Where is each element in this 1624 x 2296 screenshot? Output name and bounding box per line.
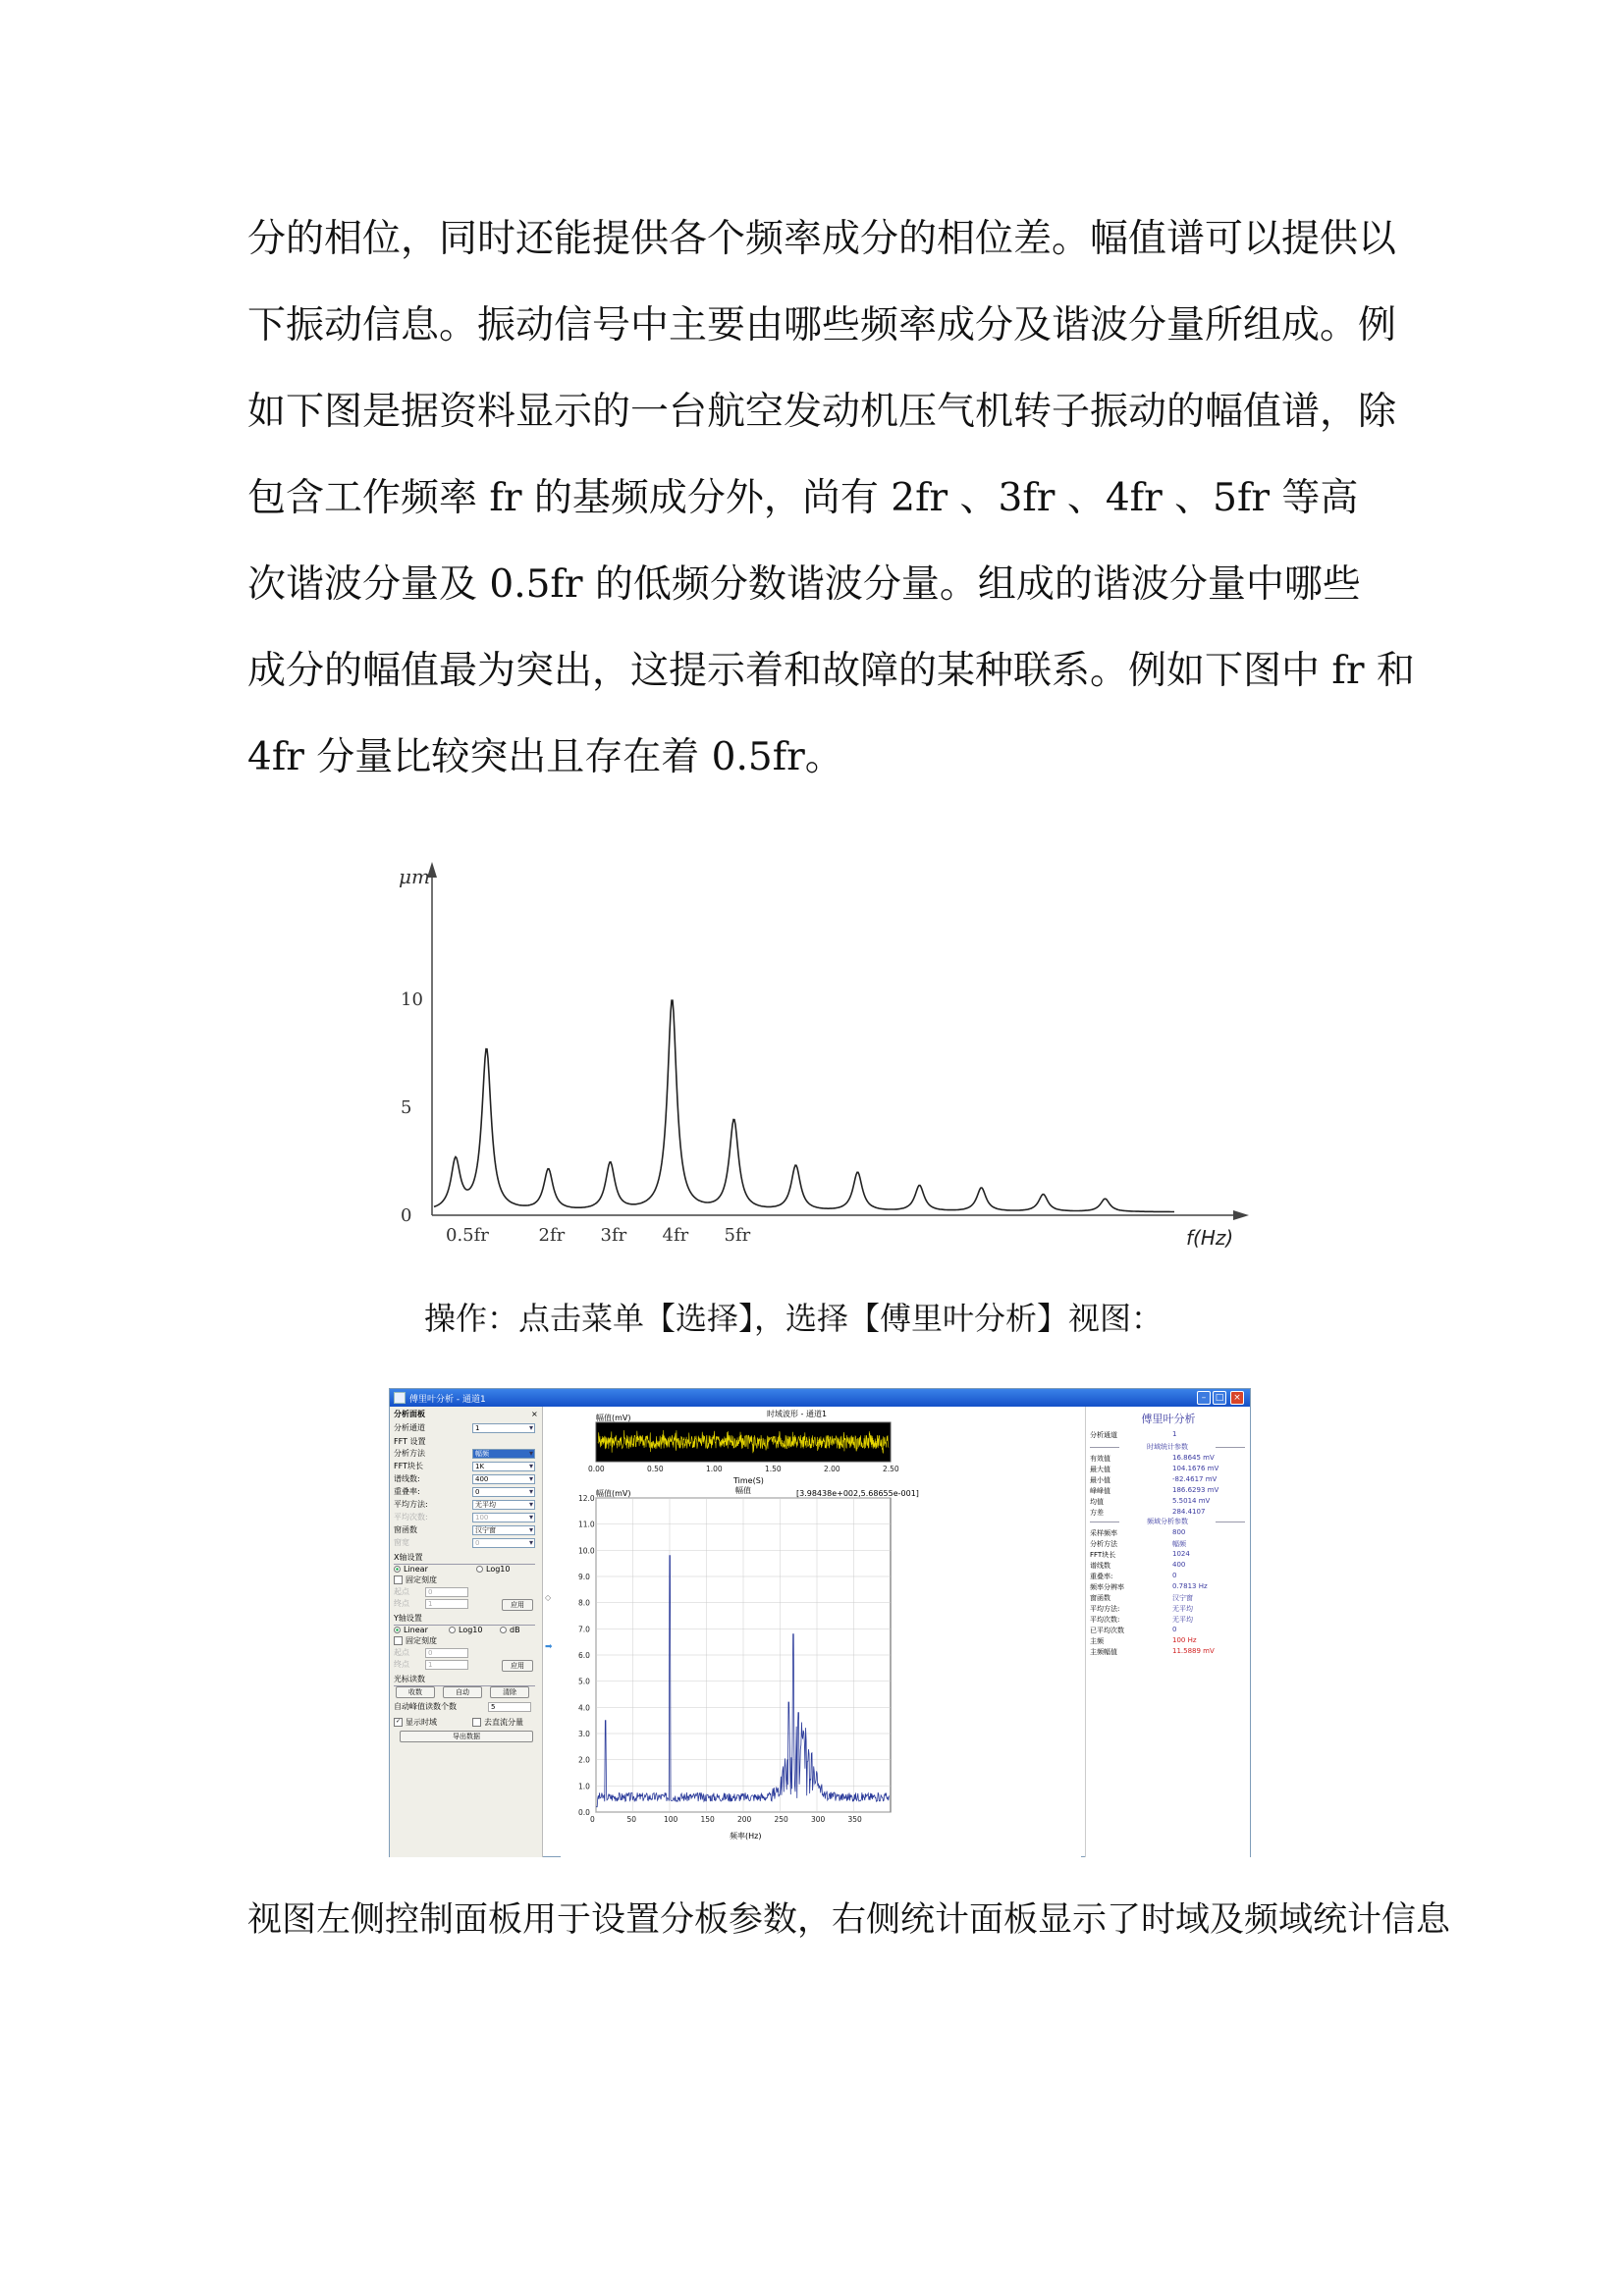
peak-count-label: 自动峰值读数个数	[394, 1702, 457, 1711]
overlap-label: 重叠率:	[394, 1487, 420, 1496]
lines-select[interactable]: 400 ▾	[472, 1474, 535, 1484]
stat-label: 峰峰值	[1090, 1487, 1110, 1495]
time-chart-ylabel: 幅值(mV)	[596, 1414, 631, 1422]
radio-icon	[500, 1627, 507, 1633]
stats-channel-label: 分析通道	[1090, 1431, 1117, 1439]
lines-label: 谱线数:	[394, 1474, 420, 1483]
method-select[interactable]: 幅频 ▾	[472, 1449, 535, 1459]
checkbox-icon	[394, 1636, 403, 1645]
freq-x-tick: 200	[737, 1815, 752, 1824]
stat-value: 100 Hz	[1172, 1636, 1197, 1644]
stat-value: 284.4107	[1172, 1508, 1206, 1516]
stat-value: 0	[1172, 1572, 1177, 1579]
freq-y-tick: 2.0	[578, 1755, 590, 1765]
operation-caption: 操作：点击菜单【选择】，选择【傅里叶分析】视图：	[424, 1300, 1164, 1337]
stat-value: 无平均	[1172, 1605, 1193, 1613]
plots-svg	[561, 1407, 1081, 1857]
method-label: 分析方法	[394, 1449, 425, 1458]
y-log-radio[interactable]	[449, 1625, 482, 1636]
stat-label: 窗函数	[1090, 1594, 1110, 1602]
y-linear-label: Linear	[404, 1626, 428, 1634]
fourier-analysis-window	[389, 1388, 1251, 1857]
y-log-label: Log10	[459, 1626, 483, 1634]
x-axis-arrow	[1233, 1210, 1249, 1220]
text-line: 次谐波分量及 0.5fr 的低频分数谐波分量。组成的谐波分量中哪些	[247, 562, 1361, 607]
stat-label: 最大值	[1090, 1466, 1110, 1473]
y-start-label: 起点	[394, 1648, 409, 1657]
x-tick-label: 4fr	[662, 1225, 689, 1246]
x-tick-label: 3fr	[600, 1225, 627, 1246]
y-apply-button[interactable]: 应用	[502, 1660, 533, 1672]
freq-y-tick: 5.0	[578, 1677, 590, 1686]
x-axis-section-title: X轴设置	[394, 1552, 535, 1565]
window-func-label: 窗函数	[394, 1525, 417, 1534]
text-line: 包含工作频率 fr 的基频成分外，尚有 2fr 、3fr 、4fr 、5fr 等高	[247, 476, 1359, 520]
read-button[interactable]: 收数	[396, 1686, 435, 1698]
stat-label: 频率分辨率	[1090, 1583, 1124, 1591]
freq-y-tick: 10.0	[578, 1546, 595, 1556]
x-tick-label: 5fr	[724, 1225, 751, 1246]
x-apply-button[interactable]: 应用	[502, 1599, 533, 1611]
maximize-button[interactable]: □	[1213, 1391, 1226, 1405]
y-start-input[interactable]: 0	[425, 1648, 468, 1658]
window-title: 傅里叶分析 - 通道1	[409, 1395, 486, 1405]
stat-value: 幅频	[1172, 1540, 1186, 1548]
y-fixed-checkbox[interactable]	[394, 1635, 437, 1647]
stat-value: 186.6293 mV	[1172, 1486, 1219, 1494]
fft-section-title: FFT 设置	[394, 1437, 426, 1446]
stat-label: 采样频率	[1090, 1529, 1117, 1537]
spectrum-axes	[427, 862, 1249, 1220]
x-end-label: 终点	[394, 1599, 409, 1608]
y-db-label: dB	[510, 1626, 520, 1634]
time-x-tick: 0.50	[647, 1465, 664, 1473]
avg-method-label: 平均方法:	[394, 1500, 428, 1509]
stat-value: 1024	[1172, 1550, 1190, 1558]
close-button[interactable]: ×	[1230, 1391, 1244, 1405]
time-x-tick: 2.50	[883, 1465, 899, 1473]
freq-x-tick: 300	[811, 1815, 826, 1824]
freq-y-tick: 3.0	[578, 1730, 590, 1738]
x-unit-label: f(Hz)	[1186, 1226, 1234, 1250]
freq-x-tick: 350	[847, 1815, 862, 1824]
y-tick-label: 5	[401, 1097, 412, 1118]
avg-count-label: 平均次数:	[394, 1513, 428, 1522]
x-log-label: Log10	[486, 1565, 511, 1574]
stat-label: 最小值	[1090, 1476, 1110, 1484]
stat-value: 104.1676 mV	[1172, 1465, 1219, 1472]
stat-label: 平均次数:	[1090, 1616, 1120, 1624]
app-icon	[394, 1392, 406, 1404]
cursor-readout: [3.98438e+002,5.68655e-001]	[796, 1489, 919, 1498]
time-x-tick: 0.00	[588, 1465, 605, 1473]
panel-close-icon[interactable]: ×	[531, 1410, 538, 1418]
time-chart-xlabel: Time(S)	[733, 1476, 764, 1485]
auto-button[interactable]: 自动	[443, 1686, 482, 1698]
stat-value: -82.4617 mV	[1172, 1475, 1218, 1483]
amplitude-spectrum-chart	[393, 854, 1257, 1266]
freq-y-tick: 11.0	[578, 1520, 595, 1529]
x-log-radio[interactable]	[476, 1564, 510, 1575]
stat-value: 16.8645 mV	[1172, 1454, 1215, 1462]
window-param-label: 窗宽	[394, 1538, 409, 1547]
chart-area	[561, 1407, 1081, 1857]
avg-count-input[interactable]: 100 ▾	[472, 1513, 535, 1522]
freq-y-tick: 9.0	[578, 1573, 590, 1581]
text-line: 分的相位，同时还能提供各个频率成分的相位差。幅值谱可以提供以	[247, 217, 1397, 261]
freq-x-tick: 0	[590, 1815, 595, 1824]
window-func-select[interactable]: 汉宁窗 ▾	[472, 1525, 535, 1535]
time-x-tick: 2.00	[824, 1465, 840, 1473]
stat-value: 无平均	[1172, 1616, 1193, 1624]
freq-y-tick: 8.0	[578, 1598, 590, 1608]
show-time-label: 显示时域	[406, 1718, 437, 1727]
stat-value: 11.5889 mV	[1172, 1647, 1215, 1655]
freq-y-tick: 1.0	[578, 1782, 590, 1791]
x-tick-label: 0.5fr	[446, 1225, 489, 1246]
stat-value: 5.5014 mV	[1172, 1497, 1211, 1505]
y-fixed-label: 固定刻度	[406, 1636, 437, 1645]
x-start-label: 起点	[394, 1587, 409, 1596]
y-end-input[interactable]: 1	[425, 1660, 468, 1670]
collapse-handle-icon[interactable]: ◇	[545, 1593, 552, 1602]
y-unit-label: μm	[399, 865, 430, 888]
stat-label: 平均方法:	[1090, 1605, 1120, 1613]
overlap-select[interactable]: 0 ▾	[472, 1487, 535, 1497]
stat-value: 0.7813 Hz	[1172, 1582, 1208, 1590]
stat-label: 方差	[1090, 1509, 1104, 1517]
freq-y-tick: 4.0	[578, 1703, 590, 1713]
stat-label: 主频	[1090, 1637, 1104, 1645]
stat-label: 谱线数	[1090, 1562, 1110, 1570]
text-line: 4fr 分量比较突出且存在着 0.5fr。	[247, 735, 843, 779]
y-end-label: 终点	[394, 1660, 409, 1669]
freq-stats-section: 频域分析参数	[1090, 1517, 1245, 1526]
control-panel	[390, 1407, 543, 1857]
cursor-section-title: 光标读数	[394, 1674, 535, 1686]
freq-y-tick: 7.0	[578, 1625, 590, 1634]
radio-icon	[394, 1627, 401, 1633]
time-stats-section: 时域统计参数	[1090, 1442, 1245, 1452]
remove-dc-checkbox[interactable]	[472, 1717, 523, 1729]
freq-chart-xlabel: 频率(Hz)	[730, 1832, 762, 1841]
freq-x-tick: 250	[774, 1815, 788, 1824]
show-time-checkbox[interactable]	[394, 1717, 437, 1729]
x-fixed-label: 固定刻度	[406, 1575, 437, 1584]
time-x-tick: 1.50	[765, 1465, 782, 1473]
text-line: 如下图是据资料显示的一台航空发动机压气机转子振动的幅值谱，除	[247, 390, 1397, 434]
stats-channel-value: 1	[1172, 1430, 1177, 1438]
title-bar[interactable]	[390, 1389, 1250, 1407]
stats-title: 傅里叶分析	[1141, 1413, 1196, 1425]
x-start-input[interactable]: 0	[425, 1587, 468, 1597]
radio-icon	[394, 1566, 401, 1573]
freq-x-tick: 50	[626, 1815, 637, 1824]
freq-y-tick: 0.0	[578, 1808, 590, 1817]
radio-icon	[476, 1566, 483, 1573]
freq-y-tick: 6.0	[578, 1651, 590, 1660]
x-linear-label: Linear	[404, 1565, 428, 1574]
freq-chart-ylabel: 幅值(mV)	[596, 1489, 631, 1498]
time-chart-title: 时域波形 - 通道1	[767, 1410, 828, 1418]
stat-label: FFT块长	[1090, 1551, 1116, 1559]
stat-label: 已平均次数	[1090, 1627, 1124, 1634]
channel-select[interactable]: 1 ▾	[472, 1423, 535, 1433]
time-x-tick: 1.00	[706, 1465, 723, 1473]
x-tick-label: 2fr	[538, 1225, 566, 1246]
checkbox-checked-icon: ✓	[395, 1718, 402, 1725]
stat-label: 有效值	[1090, 1455, 1110, 1463]
fft-length-label: FFT块长	[394, 1462, 423, 1470]
intro-paragraph	[247, 196, 1415, 801]
freq-y-tick: 12.0	[578, 1494, 595, 1503]
stat-label: 分析方法	[1090, 1540, 1117, 1548]
freq-x-tick: 150	[700, 1815, 715, 1824]
freq-x-tick: 100	[664, 1815, 678, 1824]
radio-icon	[449, 1627, 456, 1633]
stat-label: 均值	[1090, 1498, 1104, 1506]
fft-length-select[interactable]: 1K ▾	[472, 1462, 535, 1471]
text-line: 下振动信息。振动信号中主要由哪些频率成分及谐波分量所组成。例	[247, 303, 1397, 347]
avg-method-select[interactable]: 无平均 ▾	[472, 1500, 535, 1510]
expand-arrow-icon[interactable]: ➡	[545, 1642, 553, 1652]
y-db-radio[interactable]	[500, 1625, 520, 1636]
checkbox-icon	[472, 1718, 481, 1727]
channel-label: 分析通道	[394, 1423, 425, 1432]
stat-value: 0	[1172, 1626, 1177, 1633]
stat-value: 800	[1172, 1528, 1186, 1536]
stat-value: 汉宁窗	[1172, 1594, 1193, 1602]
y-axis-section-title: Y轴设置	[394, 1613, 535, 1626]
export-button[interactable]: 导出数据	[400, 1731, 533, 1742]
y-tick-label: 0	[401, 1205, 412, 1226]
window-param-input[interactable]: 0 ▾	[472, 1538, 535, 1548]
x-fixed-checkbox[interactable]	[394, 1575, 437, 1586]
checkbox-icon	[394, 1575, 403, 1584]
y-tick-label: 10	[401, 989, 423, 1010]
freq-chart-title: 幅值	[735, 1486, 751, 1495]
stat-label: 重叠率:	[1090, 1573, 1113, 1580]
spectrum-curve	[434, 1000, 1174, 1211]
stat-value: 400	[1172, 1561, 1186, 1569]
stat-label: 主频幅值	[1090, 1648, 1117, 1656]
description-paragraph: 视图左侧控制面板用于设置分板参数，右侧统计面板显示了时域及频域统计信息	[247, 1900, 1451, 1940]
remove-dc-label: 去直流分量	[484, 1718, 523, 1727]
peak-count-input[interactable]: 5	[488, 1702, 531, 1712]
clear-button[interactable]: 清除	[490, 1686, 529, 1698]
panel-header: 分析面板	[394, 1410, 425, 1418]
x-end-input[interactable]: 1	[425, 1599, 468, 1609]
text-line: 成分的幅值最为突出，这提示着和故障的某种联系。例如下图中 fr 和	[247, 649, 1415, 693]
statistics-panel	[1085, 1407, 1250, 1857]
minimize-button[interactable]: –	[1197, 1391, 1211, 1405]
